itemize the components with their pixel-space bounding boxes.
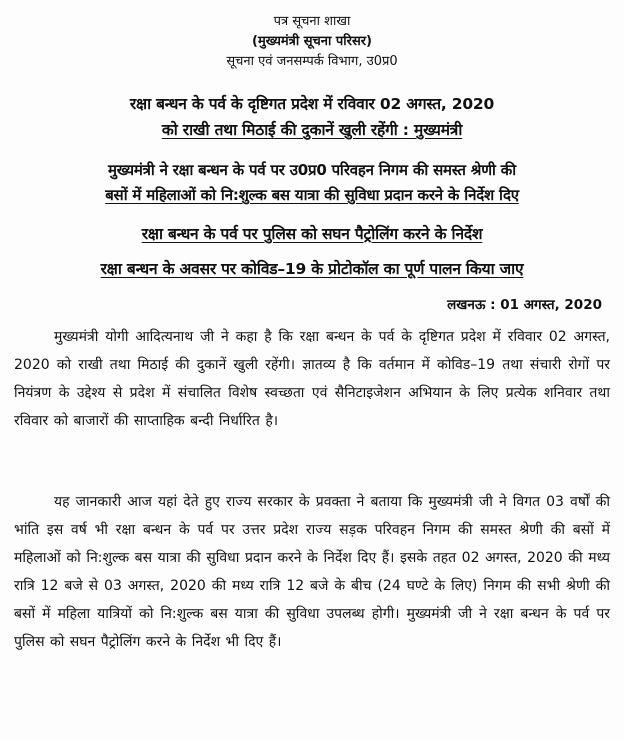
header-branch: पत्र सूचना शाखा (273, 14, 351, 29)
headline-transport-line1: मुख्यमंत्री ने रक्षा बन्धन के पर्व पर उ0प्र0 परिवहन निगम की समस्त श्रेणी की (108, 161, 516, 179)
headline-covid-protocol-text: रक्षा बन्धन के अवसर पर कोविड–19 के प्रोटोकॉल का पूर्ण पालन किया जाए (100, 260, 524, 278)
body-paragraph-2-text: यह जानकारी आज यहां देते हुए राज्य सरकार के प्रवक्ता ने बताया कि मुख्यमंत्री जी ने विगत 03 वर्षों की भांति इस वर्ष भी रक्षा बन्धन के पर्व पर उत्तर प्रदेश राज्य सड़क परिवहन निगम की समस्त श्रेणी की बसों में महिलाओं को नि:शुल्क बस यात्रा की सुविधा प्रदान करने के निर्देश दिए हैं। इसके तहत 02 अगस्त, 2020 की मध्य रात्रि 12 बजे से 03 अगस्त, 2020 की मध्य रात्रि 12 बजे के बीच (24 घण्टे के लिए) निगम की सभी श्रेणी की बसों में महिला यात्रियों को नि:शुल्क बस यात्रा की सुविधा उपलब्ध होगी। मुख्यमंत्री जी ने रक्षा बन्धन के पर्व पर पुलिस को सघन पैट्रोलिंग करने के निर्देश भी दिए हैं। (14, 494, 610, 650)
headline-covid-protocol (0, 257, 624, 279)
header-office: (मुख्यमंत्री सूचना परिसर) (252, 34, 372, 49)
dateline: लखनऊ : 01 अगस्त, 2020 (447, 297, 602, 313)
body-paragraph-1 (14, 323, 610, 435)
headline-transport-line2 (0, 185, 624, 205)
headline-police-patrol-text: रक्षा बन्धन के पर्व पर पुलिस को सघन पैट्रोलिंग करने के निर्देश (141, 225, 483, 243)
header-department: सूचना एवं जनसम्पर्क विभाग, उ0प्र0 (226, 54, 398, 69)
issuer-header (0, 12, 624, 72)
headline-main-line1: रक्षा बन्धन के पर्व के दृष्टिगत प्रदेश में रविवार 02 अगस्त, 2020 (129, 95, 495, 113)
headline-police-patrol (0, 222, 624, 244)
headline-transport-line2-text: बसों में महिलाओं को नि:शुल्क बस यात्रा की सुविधा प्रदान करने के निर्देश दिए (105, 186, 519, 204)
headline-main-line2-text: को राखी तथा मिठाई की दुकानें खुली रहेंगी : मुख्यमंत्री (161, 121, 463, 139)
headline-main-line2 (0, 118, 624, 140)
body-paragraph-1-text: मुख्यमंत्री योगी आदित्यनाथ जी ने कहा है कि रक्षा बन्धन के पर्व के दृष्टिगत प्रदेश में रविवार 02 अगस्त, 2020 को राखी तथा मिठाई की दुकानें खुली रहेंगी। ज्ञातव्य है कि वर्तमान में कोविड–19 तथा संचारी रोगों पर नियंत्रण के उद्देश्य से प्रदेश में संचालित विशेष स्वच्छता एवं सैनिटाइजेशन अभियान के लिए प्रत्येक शनिवार तथा रविवार को बाजारों की साप्ताहिक बन्दी निर्धारित है। (14, 329, 610, 429)
body-paragraph-2 (14, 488, 610, 656)
